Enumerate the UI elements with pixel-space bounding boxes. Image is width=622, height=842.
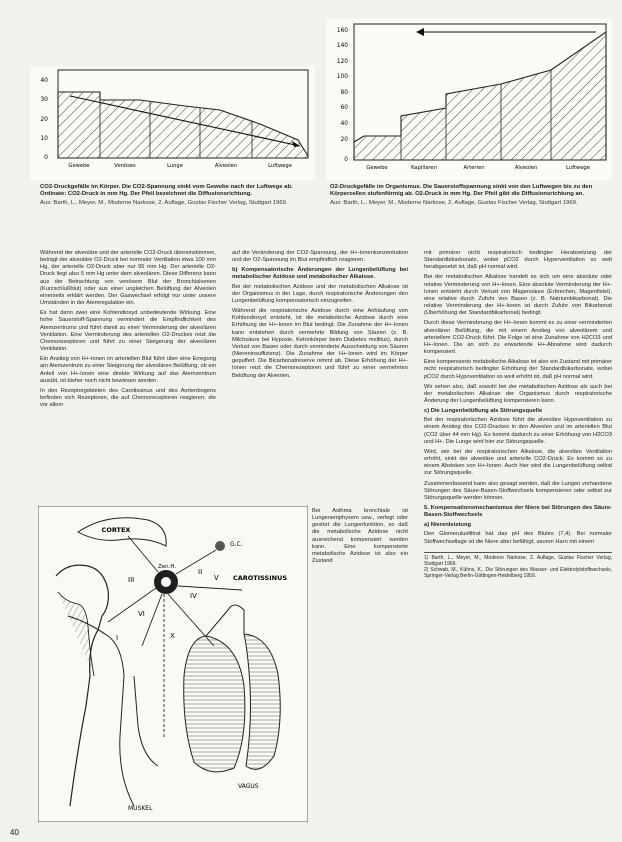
left-caption-source: Aus: Barth, L., Meyer, M., Moderne Narkose, 2. Auflage, Gustav Fischer Verlag, Stuttgart 1969. — [40, 199, 288, 206]
left-caption-title: CO2-Druckgefälle im Körper. Die CO2-Spannung sinkt vom Gewebe nach der Luftwege ab. Ordinate: CO2-Druck in mm Hg. Der Pfeil bezeichnet die Diffusionsrichtung. — [40, 184, 293, 197]
o2-pressure-figure — [326, 18, 612, 180]
paragraph: Es hat dann zwei eine Kohlendioxyd unbedeutende Wirkung. Eine hohe Sauerstoff-Spannung vermindert die Empfindlichkeit des Atemzentrums und führt damit zu einer Verminderung der alveolären Ventilation. Eine Verminderung des arteriellen O2-Druckes reizt die Chemorezeptoren und führt zu einer Steigerung der alveolären Ventilation. — [40, 310, 216, 353]
left-x-label: Lunge — [167, 163, 183, 169]
illustration-label-five: V — [214, 574, 219, 582]
right-x-label: Arterien — [463, 165, 485, 171]
illustration-label-two: II — [198, 568, 203, 576]
right-x-label: Gewebe — [366, 165, 388, 171]
paragraph: Zusammenfassend kann also gesagt werden, daß die Lungen vorhandene Störungen des Säure-Basen-Stoffwechsels kompensieren oder selbst zur Störungsquelle werden können. — [424, 480, 612, 501]
right-caption-title: O2-Druckgefälle im Organismus. Die Sauerstoffspannung sinkt von den Luftwegen bis zu den Körperzellen stufenförmig ab. O2-Druck in mm Hg. Der Pfeil gibt die Diffusionsrichtung an. — [330, 184, 593, 197]
right-y-tick: 80 — [340, 90, 348, 96]
right-y-tick: 40 — [340, 121, 348, 127]
column-2-top — [232, 250, 408, 504]
paragraph: Bei der metabolischen Azidose und der metabolischen Alkalose ist der Organismus in der Lage, durch respiratorische Änderungen den Lungenbelüftung kompensatorisch einzugreifen. — [232, 283, 408, 304]
illustration-label-carotis: CAROTISSINUS — [232, 574, 288, 582]
left-x-label: Gewebe — [68, 163, 90, 169]
column-1 — [40, 250, 216, 502]
column-3 — [424, 250, 612, 824]
right-y-tick: 20 — [340, 137, 348, 143]
section-heading: c) Die Lungenbelüftung als Störungsquelle — [424, 408, 543, 415]
right-y-tick: 160 — [336, 28, 348, 34]
paragraph: Bei der respiratorischen Azidose führt die alveoläre Hypoventilation zu einem Anstieg des CO2-Druckes in den Alveolen und im arteriellen Blut (CO2 über 44 mm Hg). Es kommt dadurch zu einer Erhöhung von H2CO3 und H+. Die Lunge wird hier zur Störungsquelle. — [424, 417, 612, 445]
left-figure-caption — [40, 184, 310, 207]
section-heading: b) Kompensatorische Änderungen der Lungenbelüftung bei metabolischer Azidose und metabolischer Alkalose. — [232, 267, 408, 281]
subsection-heading: a) Nierenleistung — [424, 522, 472, 529]
illustration-label-gc: G.C. — [230, 541, 243, 548]
footnote: 1) Barth, L., Meyer, M., Moderne Narkose, 2. Auflage, Gustav Fischer Verlag, Stuttgart 1969. — [424, 554, 612, 567]
illustration-label-four: IV — [190, 592, 197, 600]
paragraph: Wir sehen also, daß sowohl bei der metabolischen Azidose als auch bei der metabolischen Alkalose der Organismus durch respiratorische Änderung der Lungenbelüftung kompensieren kann. — [424, 383, 612, 404]
footnote: 2) Schwab, M., Kühns, K., Die Störungen des Wasser- und Elektrolytstoffwechsels, Springer-Verlag Berlin-Göttingen-Heidelberg 1959. — [424, 566, 612, 579]
right-y-tick: 120 — [336, 59, 348, 65]
left-y-tick: 20 — [40, 116, 48, 123]
co2-pressure-figure — [30, 66, 315, 180]
illustration-label-musk: MUSKEL — [128, 805, 153, 812]
right-y-tick: 0 — [344, 157, 348, 163]
paragraph: Während die respiratorische Azidose durch eine Anhäufung von Kohlendioxyd entsteht, ist die metabolische Azidose durch eine Erhöhung der H+-Ionen im Blut bedingt. Die Zunahme der H+-Ionen kann entstehen durch vermehrte Bildung von Säuren (z. B. Milchsäure bei Hypoxie, Ketonkörper beim Diabetes mellitus), durch Verlust von Basen oder durch verminderte Ausscheidung von Säuren (Niereninsuffizienz). Die Zunahme der H+-Ionen wird im Körper gepuffert. Die Bicarbonatreserve nimmt ab. Diese Erhöhung der H+-Ionen reizt die Chemorezeptoren und führt zu einer vermehrten Belüftung der Alveolen. — [232, 308, 408, 379]
paragraph: mit primärer nicht respiratorisch bedingter Herabsetzung der Standardbikarbonats, wobei pCO2 durch Hyperventilation so weit herabgesetzt ist, daß pH normal wird. — [424, 250, 612, 271]
right-y-tick: 100 — [336, 74, 348, 80]
illustration-label-x: X — [170, 632, 175, 640]
paragraph: Den Glomerulusfiltrat hat das pH des Blutes (7,4). Bei normaler Stoffwechsellage ist die Niere aber befähigt, sauren Harn mit einem — [424, 531, 612, 545]
paragraph: Während der alveoläre und der arterielle CO2-Druck übereinstimmen, beträgt der alveoläre O2-Druck bei normaler Ventilation etwa 100 mm Hg, der arterielle O2-Druck aber nur 95 mm Hg. Der arterielle O2-Druck liegt also 5 mm Hg unter dem alveolären. Diese Differenz kann aus der Betrachtung von venösem Blut der Bronchialvenen (Kurzschlußblut) oder aus einer ungleichen Belüftung der Alveolen einerseits erklärt werden. Der Gaswechsel erfolgt nur unter unsere Umständen in der Atemregulation ein. — [40, 250, 216, 307]
right-x-label: Luftwege — [566, 165, 590, 171]
section-heading: 5. Kompensationsmechanismus der Niere bei Störungen des Säure-Basen-Stoffwechsels — [424, 505, 612, 519]
paragraph: Wird, wie bei der respiratorischen Alkalose, die alveoläre Ventilation erhöht, sinkt der alveoläre und arterielle CO2-Druck. Es kommt so zu einem Absinken von H+-Ionen. Auch hier wird die Lungenbelüftung selbst zur Störungsquelle. — [424, 448, 612, 477]
paragraph: Durch diese Verminderung der H+-Ionen kommt es zu einer verminderten alveolären Belüftung, die mit einem Anstieg von alveolärem und arteriellem CO2-Druck führt. Die Folge ist eine Zunahme von H2CO3 und H+-Ionen. Die an sich zu erwartende H+-Abnahme wird dadurch kompensiert. — [424, 320, 612, 356]
footnotes — [424, 552, 612, 579]
left-x-label: Alveolen — [214, 163, 238, 169]
left-y-tick: 40 — [40, 77, 48, 84]
illustration-label-six: VI — [138, 610, 145, 618]
paragraph: Ein Anstieg von H+-Ionen im arteriellen Blut führt über eine Erregung am Atemzentrum zu einer Steigerung der alveolären Belüftung; ob ein Anteil von H+-Ionen eine direkte Wirkung auf das Atemzentrum ausübt, ist bisher noch nicht bewiesen worden. — [40, 356, 216, 384]
paragraph: Eine kompensierte metabolische Alkalose ist also ein Zustand mit primärer nicht respiratorisch bedingter Erhöhung der Standardbikarbonate, wobei pCO2 durch Hypoventilation so weit erhöht ist, daß pH normal wird. — [424, 359, 612, 380]
right-y-tick: 60 — [340, 105, 348, 111]
illustration-label-three: III — [128, 576, 135, 584]
paragraph: Bei der metabolischen Alkalose handelt es sich um eine absolute oder relative Verminderung von H+-Ionen. Eine absolute Verminderung der H+-Ionen entsteht durch Verlust von Magensäure (Erbrechen, Magenfistel), eine relative durch Zufuhr von Basen (z. B. Natriumbikarbonat). Die relative Verminderung der H+-Ionen ist durch Zufuhr von Bikarbonat (Überhöhung der Standardbikarbonat) bedingt. — [424, 274, 612, 317]
right-caption-source: Aus: Barth, L., Meyer, M., Moderne Narkose, 2. Auflage, Gustav Fischer Verlag, Stuttgart 1969. — [330, 199, 578, 206]
right-y-tick: 140 — [336, 43, 348, 49]
left-x-label: Luftwege — [268, 163, 292, 169]
page-number: 40 — [10, 828, 19, 837]
left-y-tick: 30 — [40, 96, 48, 103]
paragraph: auf die Veränderung der CO2-Spannung, der H+-Ionenkonzentration und der O2-Spannung im Blut empfindlich reagieren. — [232, 250, 408, 264]
left-y-tick: 0 — [44, 154, 48, 161]
left-x-label: Venöses — [114, 163, 136, 169]
left-y-tick: 10 — [40, 135, 48, 142]
column-2-bottom — [312, 508, 408, 808]
paragraph: In den Rezeptorgebieten des Carotissinus und des Aortenbogens befinden sich Rezeptoren, die auf Chemoreceptoren reagieren; die vor allem — [40, 387, 216, 409]
illustration-label-zent: Zen.H. — [158, 564, 177, 570]
illustration-label-vagus: VAGUS — [238, 783, 259, 790]
right-x-label: Alveolen — [514, 165, 538, 171]
paragraph: Bei Asthma bronchiale ist Lungenemphysem usw., verlegt oder gestört die Lungenfunktion, so daß die metabolische Azidose nicht ausreichend kompensiert werden kann. Eine kompensierte metabolische Azidose ist also ein Zustand — [312, 508, 408, 565]
illustration-label-cortex: CORTEX — [101, 526, 131, 534]
right-figure-caption — [330, 184, 612, 207]
right-x-label: Kapillaren — [411, 165, 437, 171]
illustration-label-one: I — [116, 634, 119, 642]
respiratory-control-illustration — [38, 506, 308, 822]
